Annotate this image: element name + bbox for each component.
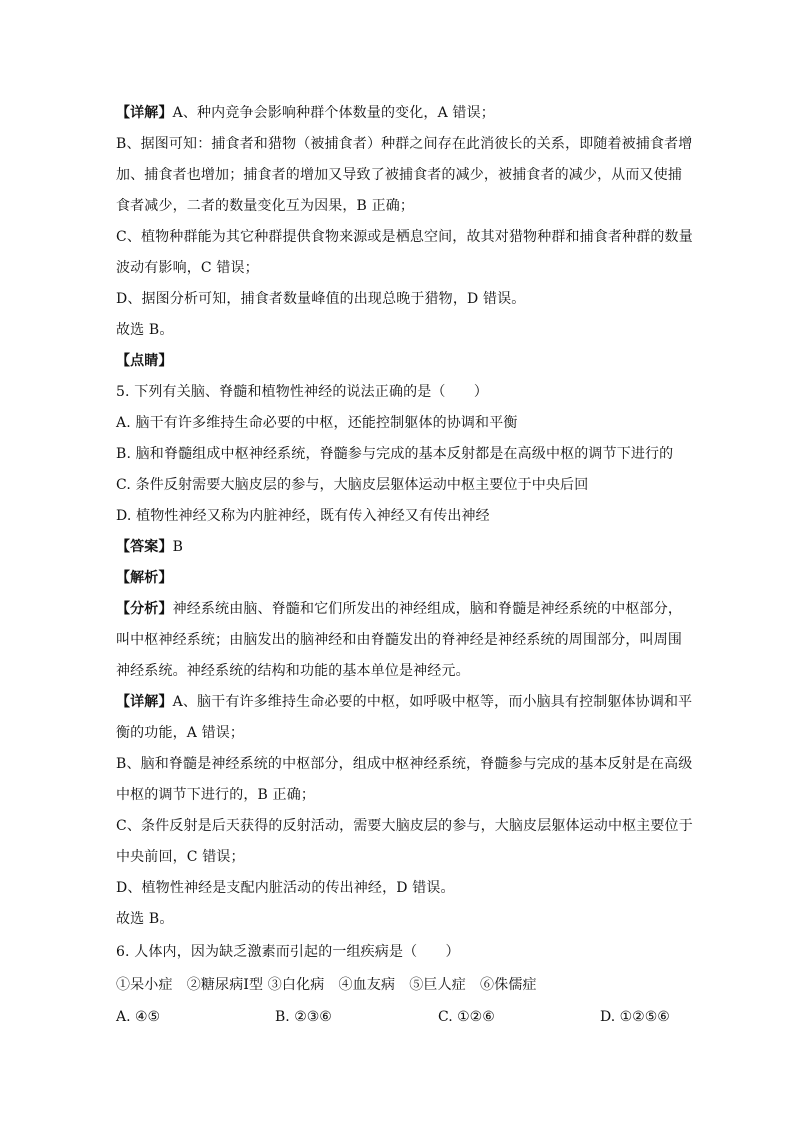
answer-option xyxy=(116,506,490,526)
text-line xyxy=(116,165,682,185)
line-text: D、植物性神经是支配内脏活动的传出神经，D 错误。 xyxy=(116,880,455,896)
line-text: 中枢的调节下进行的，B 正确； xyxy=(116,787,315,803)
line-text: D. 植物性神经又称为内脏神经，既有传入神经又有传出神经 xyxy=(116,508,490,524)
answer-value: B xyxy=(172,539,184,555)
section-label: 【解析】 xyxy=(116,570,173,586)
text-line xyxy=(116,196,414,216)
line-text: B、脑和脊髓是神经系统的中枢部分，组成中枢神经系统，脊髓参与完成的基本反射是在高级 xyxy=(116,756,693,772)
line-text: B. 脑和脊髓组成中枢神经系统，脊髓参与完成的基本反射都是在高级中枢的调节下进行的 xyxy=(116,446,674,462)
line-text: 故选 B。 xyxy=(116,322,174,338)
line-text: 中央前回，C 错误； xyxy=(116,849,245,865)
disease-list xyxy=(116,975,537,995)
answer-option xyxy=(116,475,588,495)
line-text: 神经系统由脑、脊髓和它们所发出的神经组成，脑和脊髓是神经系统的中枢部分， xyxy=(172,601,683,617)
text-line xyxy=(116,568,173,588)
text-line xyxy=(116,351,173,371)
question-stem xyxy=(116,382,488,402)
line-text: 加、捕食者也增加；捕食者的增加又导致了被捕食者的减少，被捕食者的减少，从而又使捕 xyxy=(116,167,682,183)
answer-option xyxy=(116,444,673,464)
section-label: 【详解】 xyxy=(116,694,173,710)
text-line xyxy=(116,754,692,774)
line-text: 神经系统。神经系统的结构和功能的基本单位是神经元。 xyxy=(116,663,470,679)
text-line xyxy=(116,289,525,309)
text-line xyxy=(116,847,245,867)
line-text: 食者减少，二者的数量变化互为因果，B 正确； xyxy=(116,198,415,214)
answer-options xyxy=(116,1007,676,1027)
line-text: C. 条件反射需要大脑皮层的参与，大脑皮层躯体运动中枢主要位于中央后回 xyxy=(116,477,589,493)
line-text: C、条件反射是后天获得的反射活动，需要大脑皮层的参与，大脑皮层躯体运动中枢主要位于 xyxy=(116,818,693,834)
text-line xyxy=(116,816,693,836)
option-d: D. ①②⑤⑥ xyxy=(600,1009,670,1025)
section-label: 【答案】 xyxy=(116,539,173,555)
line-text: D、据图分析可知，捕食者数量峰值的出现总晚于猎物，D 错误。 xyxy=(116,291,526,307)
text-line xyxy=(116,227,693,247)
text-line xyxy=(116,909,174,929)
answer-line xyxy=(116,537,183,557)
text-line xyxy=(116,723,244,743)
text-line xyxy=(116,599,682,619)
option-a: A. ④⑤ xyxy=(116,1009,161,1025)
text-line xyxy=(116,103,495,123)
section-label: 【点睛】 xyxy=(116,353,173,369)
answer-option xyxy=(116,413,518,433)
option-b: B. ②③⑥ xyxy=(275,1009,332,1025)
text-line xyxy=(116,258,259,278)
line-text: 故选 B。 xyxy=(116,911,174,927)
text-line xyxy=(116,134,692,154)
text-line xyxy=(116,661,470,681)
line-text: 6. 人体内，因为缺乏激素而引起的一组疾病是（ ） xyxy=(116,944,460,960)
text-line xyxy=(116,692,692,712)
line-text: A. 脑干有许多维持生命必要的中枢，还能控制躯体的协调和平衡 xyxy=(116,415,518,431)
line-text: 衡的功能，A 错误； xyxy=(116,725,245,741)
line-text: A、脑干有许多维持生命必要的中枢，如呼吸中枢等，而小脑具有控制躯体协调和平 xyxy=(172,694,693,710)
line-text: 叫中枢神经系统；由脑发出的脑神经和由脊髓发出的脊神经是神经系统的周围部分，叫周围 xyxy=(116,632,682,648)
line-text: 波动有影响，C 错误； xyxy=(116,260,259,276)
line-text: ①呆小症 ②糖尿病Ⅰ型 ③白化病 ④血友病 ⑤巨人症 ⑥侏儒症 xyxy=(116,977,537,993)
question-stem xyxy=(116,942,460,962)
section-label: 【分析】 xyxy=(116,601,173,617)
line-text: C、植物种群能为其它种群提供食物来源或是栖息空间，故其对猎物种群和捕食者种群的数量 xyxy=(116,229,693,245)
text-line xyxy=(116,785,315,805)
text-line xyxy=(116,320,174,340)
text-line xyxy=(116,630,682,650)
line-text: A、种内竞争会影响种群个体数量的变化，A 错误； xyxy=(172,105,495,121)
section-label: 【详解】 xyxy=(116,105,173,121)
line-text: B、据图可知：捕食者和猎物（被捕食者）种群之间存在此消彼长的关系，即随着被捕食者增 xyxy=(116,136,693,152)
option-c: C. ①②⑥ xyxy=(438,1009,495,1025)
text-line xyxy=(116,878,455,898)
line-text: 5. 下列有关脑、脊髓和植物性神经的说法正确的是（ ） xyxy=(116,384,489,400)
